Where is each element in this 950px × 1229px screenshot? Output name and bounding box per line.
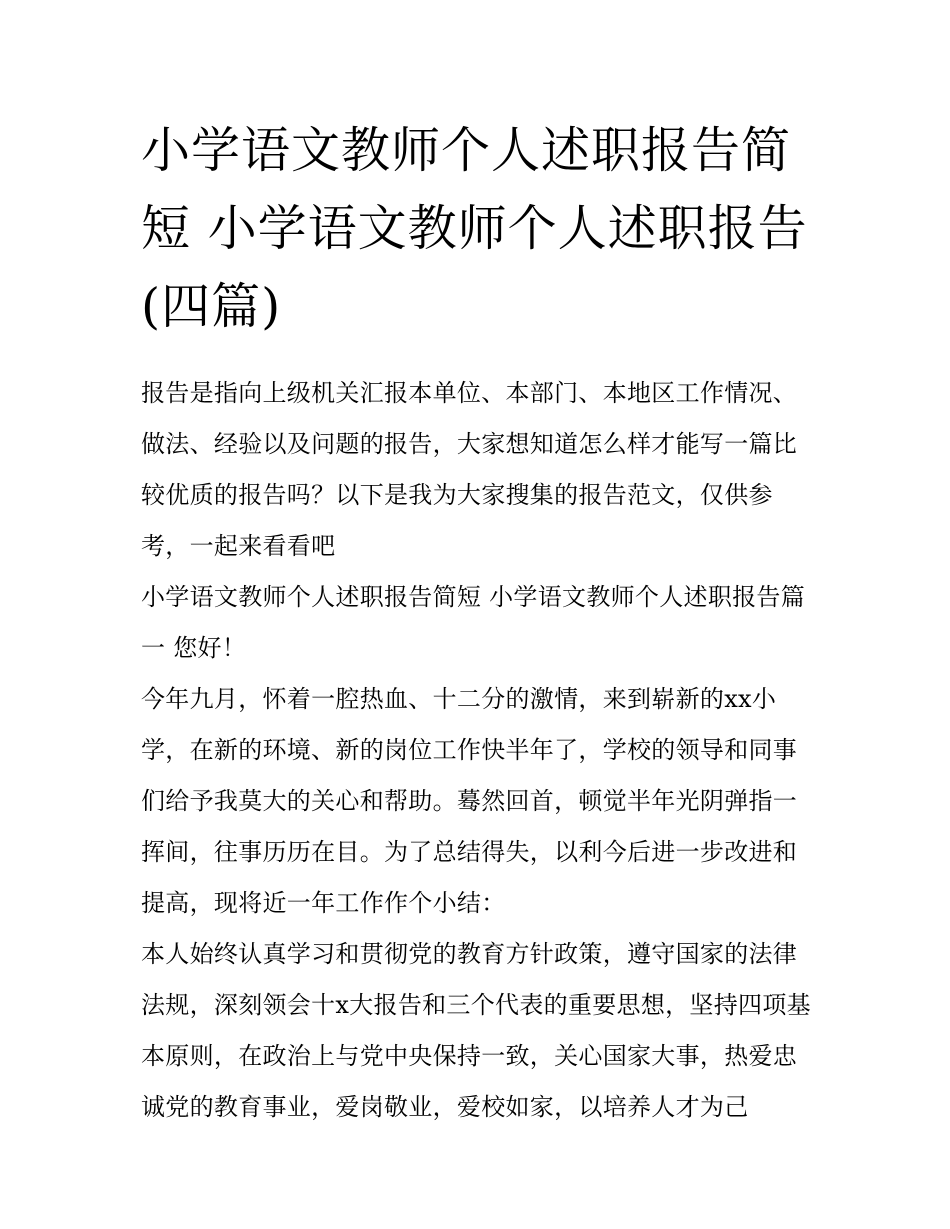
paragraph-political: 本人始终认真学习和贯彻党的教育方针政策，遵守国家的法律法规，深刻领会十x大报告和三个代表的重要思想，坚持四项基本原则，在政治上与党中央保持一致，关心国家大事，热爱忠诚党的教育事业，爱岗敬业，爱校如家，以培养人才为己 bbox=[141, 940, 811, 1121]
document-page bbox=[141, 112, 821, 1133]
paragraph-section-heading: 小学语文教师个人述职报告简短 小学语文教师个人述职报告篇一 您好！ bbox=[141, 583, 806, 662]
document-body bbox=[141, 368, 821, 1133]
paragraph-intro: 报告是指向上级机关汇报本单位、本部门、本地区工作情况、做法、经验以及问题的报告，大家想知道怎么样才能写一篇比较优质的报告吗？以下是我为大家搜集的报告范文，仅供参考，一起来看看吧 bbox=[141, 379, 798, 560]
paragraph-opening: 今年九月，怀着一腔热血、十二分的激情，来到崭新的xx小学，在新的环境、新的岗位工作快半年了，学校的领导和同事们给予我莫大的关心和帮助。蓦然回首，顿觉半年光阴弹指一挥间，往事历历在目。为了总结得失，以利今后进一步改进和提高，现将近一年工作作个小结： bbox=[141, 685, 798, 917]
document-title: 小学语文教师个人述职报告简短 小学语文教师个人述职报告(四篇) bbox=[141, 122, 808, 335]
